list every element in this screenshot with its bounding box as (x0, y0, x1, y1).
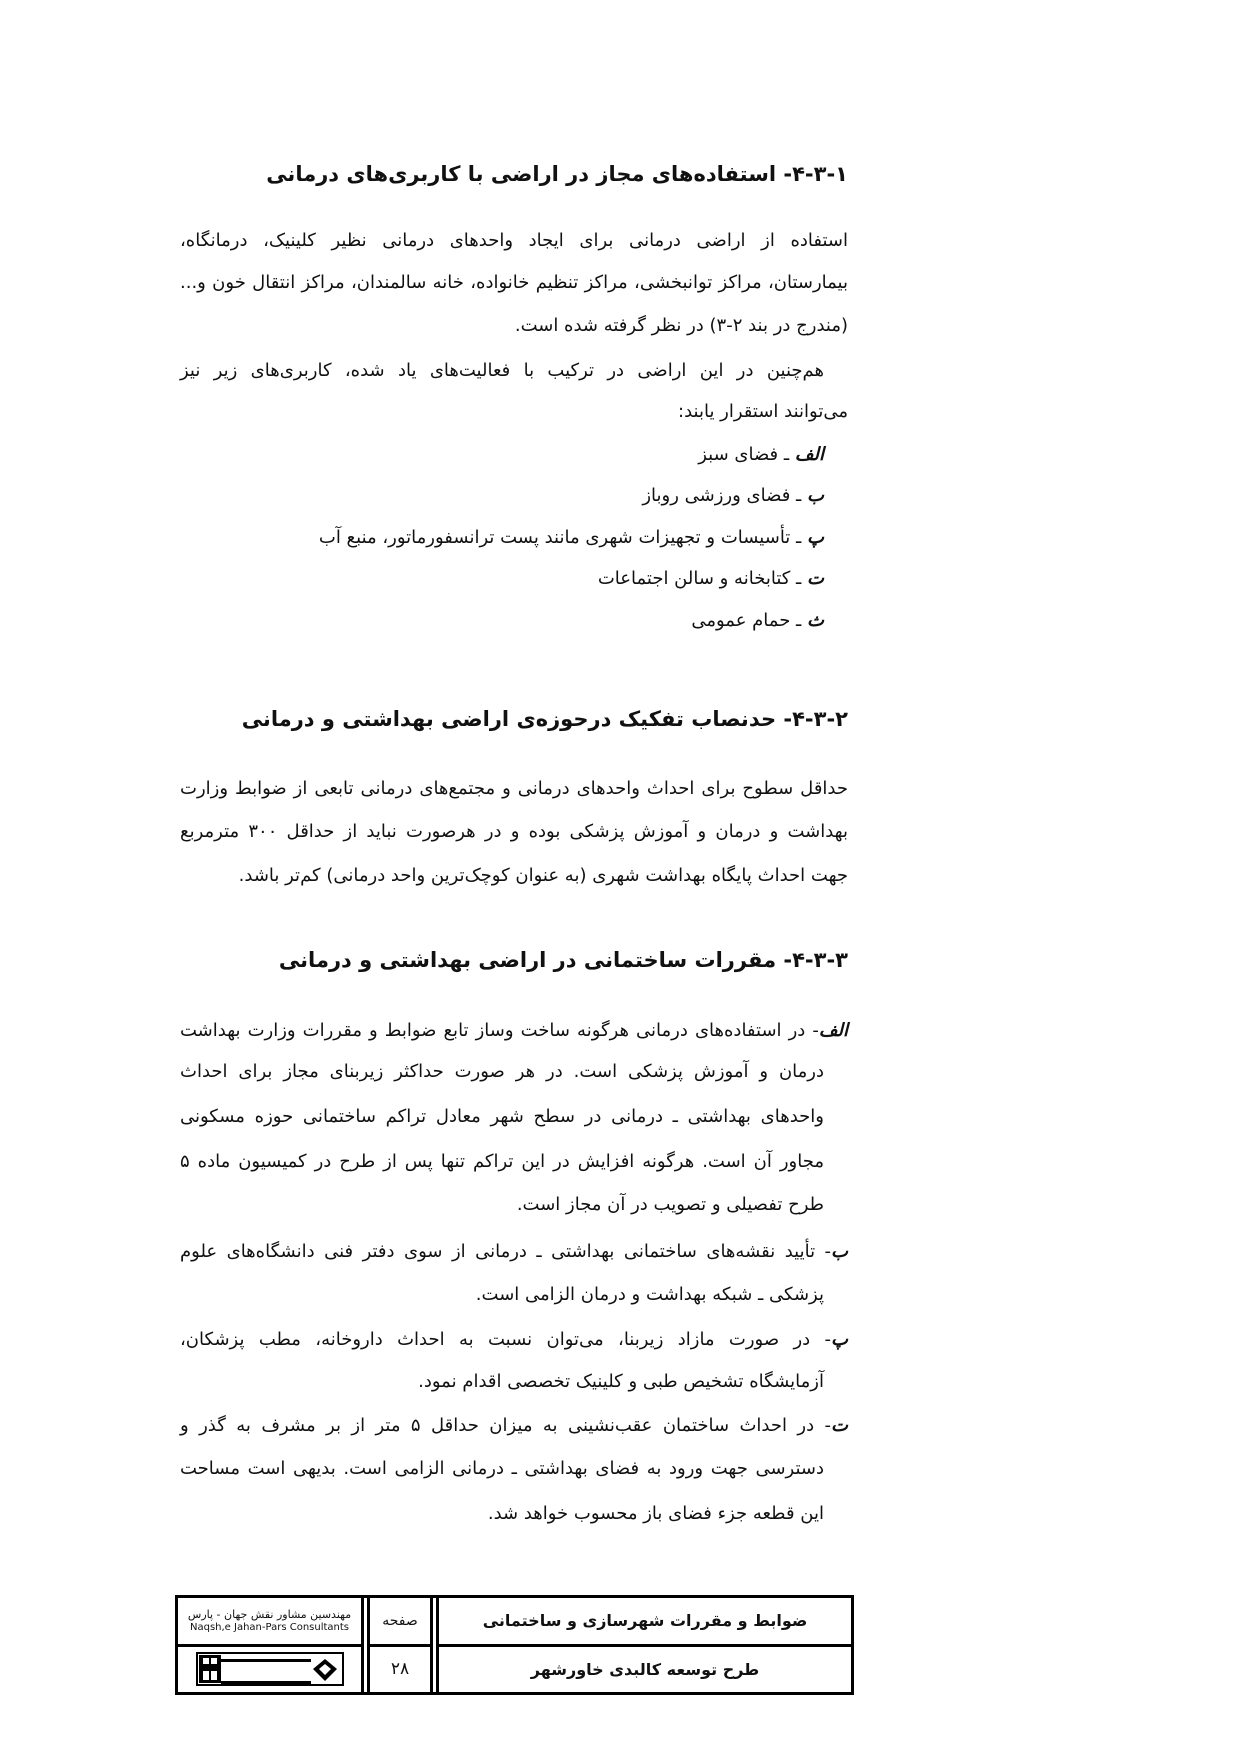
document-title: ضوابط و مقررات شهرسازی و ساختمانی (482, 1611, 808, 1631)
list-text: ـ فضای ورزشی روباز (642, 485, 808, 506)
list-item (180, 1328, 848, 1352)
list-label: الف (818, 1020, 848, 1041)
list-label: ث (807, 610, 824, 631)
list-text: - تأیید نقشه‌های ساختمانی بهداشتی ـ درمانی از سوی دفتر فنی دانشگاه‌های علوم (180, 1241, 832, 1262)
list-item (180, 1019, 848, 1043)
heading-section-1: ۴-۳-۱- استفاده‌های مجاز در اراضی با کاربری‌های درمانی (266, 162, 848, 186)
page-cell (367, 1598, 433, 1692)
list-item (180, 443, 824, 467)
list-item (180, 484, 824, 508)
heading-section-2: ۴-۳-۲- حدنصاب تفکیک درحوزه‌ی اراضی بهداشتی و درمانی (241, 707, 848, 731)
paragraph-line: بیمارستان، مراکز توانبخشی، مراکز تنظیم خانواده، خانه سالمندان، مراکز انتقال خون و... (180, 272, 848, 293)
list-text: ـ فضای سبز (698, 444, 795, 465)
paragraph-line: بهداشت و درمان و آموزش پزشکی بوده و در هرصورت نباید از حداقل ۳۰۰ مترمربع (180, 821, 848, 842)
list-label: پ (807, 527, 824, 548)
paragraph-line: استفاده از اراضی درمانی برای ایجاد واحدهای درمانی نظیر کلینیک، درمانگاه، (180, 230, 848, 251)
paragraph-line: هم‌چنین در این اراضی در ترکیب با فعالیت‌های یاد شده، کاربری‌های زیر نیز (180, 360, 824, 381)
list-text: ـ حمام عمومی (691, 610, 808, 631)
list-item (180, 526, 824, 550)
page-label: صفحه (382, 1612, 418, 1629)
paragraph-line: (مندرج در بند ۲-۳) در نظر گرفته شده است. (514, 315, 848, 336)
list-label: ت (807, 568, 824, 589)
list-label: ت (831, 1415, 848, 1436)
heading-section-3: ۴-۳-۳- مقررات ساختمانی در اراضی بهداشتی و درمانی (278, 948, 848, 972)
company-logo (178, 1644, 361, 1693)
paragraph-line: طرح تفصیلی و تصویب در آن مجاز است. (516, 1194, 824, 1215)
logo-icon (195, 1651, 345, 1687)
list-item (180, 567, 824, 591)
list-label: الف (794, 444, 824, 465)
paragraph-line: آزمایشگاه تشخیص طبی و کلینیک تخصصی اقدام نمود. (418, 1371, 824, 1392)
footer-table (175, 1595, 854, 1695)
list-text: - در استفاده‌های درمانی هرگونه ساخت وساز تابع ضوابط و مقررات وزارت بهداشت (180, 1020, 819, 1041)
list-label: ب (831, 1241, 848, 1262)
list-label: پ (831, 1329, 848, 1350)
paragraph-line: جهت احداث پایگاه بهداشت شهری (به عنوان کوچک‌ترین واحد درمانی) کم‌تر باشد. (238, 865, 848, 886)
list-item (180, 1240, 848, 1264)
paragraph-line: درمان و آموزش پزشکی است. در هر صورت حداکثر زیربنای مجاز برای احداث (180, 1061, 824, 1082)
project-title: طرح توسعه کالبدی خاورشهر (439, 1644, 851, 1693)
list-text: - در صورت مازاد زیربنا، می‌توان نسبت به احداث داروخانه، مطب پزشکان، (180, 1329, 832, 1350)
paragraph-line: دسترسی جهت ورود به فضای بهداشتی ـ درمانی الزامی است. بدیهی است مساحت (180, 1458, 824, 1479)
company-name-en: Naqsh,e Jahan-Pars Consultants (190, 1621, 349, 1633)
company-name-fa: مهندسین مشاور نقش جهان - پارس (187, 1607, 352, 1621)
paragraph-line: حداقل سطوح برای احداث واحدهای درمانی و مجتمع‌های درمانی تابعی از ضوابط وزارت (180, 778, 848, 799)
title-cell (436, 1598, 851, 1692)
company-cell (178, 1598, 364, 1692)
list-text: ـ کتابخانه و سالن اجتماعات (597, 568, 808, 589)
paragraph-line: مجاور آن است. هرگونه افزایش در این تراکم تنها پس از طرح در کمیسیون ماده ۵ (180, 1151, 824, 1172)
list-label: ب (807, 485, 824, 506)
list-item (180, 1414, 848, 1438)
list-text: ـ تأسیسات و تجهیزات شهری مانند پست ترانسفورماتور، منبع آب (318, 527, 808, 548)
page-number: ۲۸ (370, 1644, 430, 1693)
list-text: - در احداث ساختمان عقب‌نشینی به میزان حداقل ۵ متر از بر مشرف به گذر و (180, 1415, 832, 1436)
list-item (180, 609, 824, 633)
paragraph-line: می‌توانند استقرار یابند: (678, 401, 848, 422)
paragraph-line: این قطعه جزء فضای باز محسوب خواهد شد. (487, 1503, 824, 1524)
paragraph-line: پزشکی ـ شبکه بهداشت و درمان الزامی است. (475, 1284, 824, 1305)
paragraph-line: واحدهای بهداشتی ـ درمانی در سطح شهر معادل تراکم ساختمانی حوزه مسکونی (180, 1106, 824, 1127)
